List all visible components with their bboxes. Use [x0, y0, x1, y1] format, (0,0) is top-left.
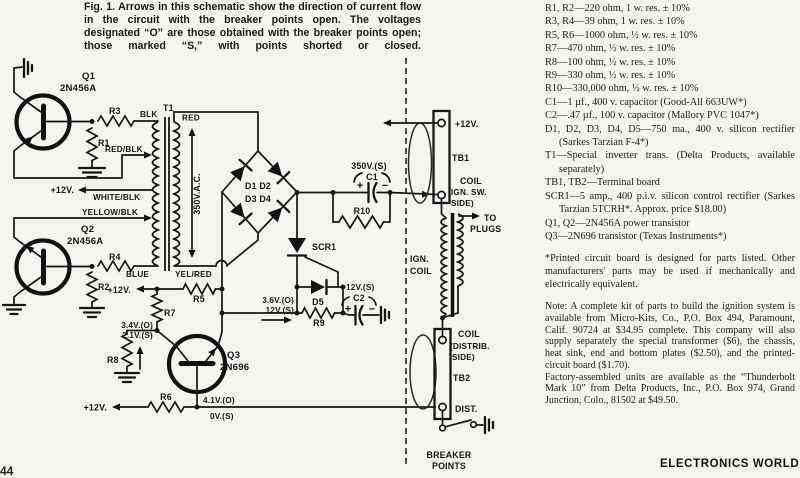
label-t1: T1: [163, 103, 174, 113]
label-distrib: (DISTRIB.: [450, 342, 490, 351]
label-plus12v-tb1: +12V.: [455, 119, 479, 129]
ground-c2: [381, 307, 389, 323]
label-c1: C1: [366, 172, 378, 182]
label-blk: BLK: [140, 110, 158, 119]
label-350vac: 350V.A.C.: [192, 173, 202, 215]
label-r10: R10: [353, 206, 371, 216]
wire-yel-red-lead: [174, 233, 258, 266]
label-red-blk: RED/BLK: [105, 145, 143, 154]
parts-list-item: R7—470 ohm, ½ w. res. ± 10%: [545, 43, 676, 55]
resistor-r6-symbol: [112, 402, 436, 412]
label-tb2: TB2: [453, 373, 471, 383]
page-number: 44: [0, 464, 14, 478]
label-r5: R5: [193, 294, 205, 304]
parts-list-item: R3, R4—39 ohm, 1 w. res. ± 10%: [545, 16, 685, 28]
label-12vs-left: 12V.(S): [265, 306, 294, 315]
label-plus12v-r5: +12V.: [107, 285, 131, 295]
transistor-q1-symbol: [14, 90, 92, 178]
label-yel-red: YEL/RED: [175, 270, 212, 279]
parts-list-item: T1—Special inverter trans. (Delta Products, available separately): [545, 150, 795, 175]
current-loop-top: [409, 123, 432, 203]
current-loop-bottom: [410, 335, 436, 409]
label-d3d4: D3 D4: [245, 194, 271, 204]
label-plugs: PLUGS: [470, 224, 502, 234]
parts-footnote: *Printed circuit board is designed for parts listed. Other manufacturers' parts may be used if mechanically and electrically equivalent.: [545, 253, 795, 291]
label-yellow-blk: YELLOW/BLK: [82, 208, 139, 217]
label-white-blk: WHITE/BLK: [93, 193, 141, 202]
label-350vs: 350V.(S): [351, 161, 387, 171]
parts-list-item: TB1, TB2—Terminal board: [545, 177, 660, 189]
parts-list-item: Q3—2N696 transistor (Texas Instruments*): [545, 230, 727, 242]
label-d1d2: D1 D2: [245, 181, 271, 191]
label-q3: Q3: [227, 350, 241, 361]
label-coil-tb1: COIL: [460, 176, 482, 186]
wire-red-blk-tap: [14, 152, 152, 179]
label-c1-plus: +: [356, 180, 364, 192]
parts-list-item: R9—330 ohm, ½ w. res. ± 10%: [545, 70, 676, 82]
resistor-r5-symbol: [136, 284, 225, 294]
parts-list-item: R10—330,000 ohm, ½ w. res. ± 10%: [545, 83, 699, 95]
parts-list-item: R8—100 ohm, ½ w. res. ± 10%: [545, 56, 676, 68]
label-blue: BLUE: [126, 270, 150, 279]
bridge-rectifier-symbol: [222, 151, 297, 233]
label-12vs-c2: 12V.(S): [346, 283, 375, 292]
label-ign-coil: COIL: [410, 266, 432, 276]
label-r2: R2: [98, 282, 110, 292]
label-q3-type: 2N696: [220, 362, 250, 373]
label-r7: R7: [164, 308, 176, 318]
label-0vs: 0V.(S): [210, 412, 234, 421]
parts-list-item: SCR1—5 amp., 400 p.i.v. silicon control rectifier (Sarkes Tarzian 5TCRH*. Approx. price $18.00): [545, 190, 795, 216]
parts-list-item: D1, D2, D3, D4, D5—750 ma., 400 v. silicon rectifier (Sarkes Tarzian F-4*): [545, 123, 795, 149]
label-c2: C2: [353, 293, 365, 303]
label-34vo: 3.4V.(O): [121, 321, 153, 330]
label-41vo: 4.1V.(O): [203, 396, 235, 405]
label-r8: R8: [107, 355, 119, 365]
label-coil-tb2: COIL: [458, 329, 480, 339]
label-ign: IGN.: [410, 254, 429, 264]
parts-list-item: C2—.47 µf., 100 v. capacitor (Mallory PVC 1047*): [545, 110, 759, 122]
label-scr1: SCR1: [312, 242, 337, 252]
label-tb1: TB1: [452, 153, 470, 163]
parts-list-item: R5, R6—1000 ohm, ½ w. res. ± 10%: [545, 29, 698, 41]
label-r1: R1: [98, 138, 110, 148]
label-plus12v-centertap: +12V.: [50, 185, 74, 195]
label-q1: Q1: [82, 71, 96, 82]
label-c2-minus: −: [368, 303, 376, 316]
ground-top-left: [14, 59, 32, 90]
label-r9: R9: [313, 318, 325, 328]
parts-list-column: [545, 2, 795, 407]
label-36vo: 3.6V.(O): [262, 296, 294, 305]
label-d5: D5: [312, 297, 324, 307]
terminal-board-tb2: [435, 329, 451, 419]
label-r3: R3: [109, 106, 121, 116]
label-ign-sw: (IGN. SW.: [448, 188, 487, 197]
resistor-r7-symbol: [152, 287, 162, 334]
label-red: RED: [182, 113, 200, 123]
parts-list-item: R1, R2—220 ohm, 1 w. res. ± 10%: [545, 3, 690, 14]
parts-list: [545, 2, 795, 243]
parts-list-item: Q1, Q2—2N456A power transistor: [545, 217, 690, 229]
ground-q2-emitter: [3, 305, 25, 314]
figure-caption: Fig. 1. Arrows in this schematic show the direction of current flow in the circuit with the breaker points open. The voltages designated “O” are those obtained with the breaker points open; those marked “S,” with points shorted or closed.: [84, 1, 421, 52]
label-c1-minus: −: [381, 180, 389, 192]
label-r6: R6: [160, 392, 172, 402]
label-dist: DIST.: [455, 404, 478, 414]
label-points: POINTS: [432, 461, 466, 471]
label-q2: Q2: [81, 224, 95, 235]
label-q1-type: 2N456A: [60, 83, 97, 94]
magazine-title: ELECTRONICS WORLD: [660, 458, 800, 470]
label-q2-type: 2N456A: [67, 236, 104, 247]
label-breaker: BREAKER: [426, 450, 472, 460]
label-21vs: 2.1V.(S): [122, 331, 153, 340]
label-c2-plus: +: [344, 303, 352, 316]
scr1-symbol: [288, 193, 338, 314]
label-side-tb1: SIDE): [451, 199, 474, 208]
parts-list-item: C1—1 µf., 400 v. capacitor (Good-All 663UW*): [545, 96, 747, 108]
label-r4: R4: [109, 252, 121, 262]
label-plus12v-bottom: +12V.: [83, 402, 107, 413]
resistor-r1-symbol: [79, 119, 105, 177]
factory-note: Factory-assembled units are available as the “Thunderbolt Mark 10” from Delta Products, Inc., P.O. Box 974, Grand Junction, Colo., 81502 at $49.50.: [545, 371, 795, 406]
transformer-t1-symbol: [153, 112, 259, 271]
kit-note: Note: A complete kit of parts to build the ignition system is available from Micro-Kits, Co., P.O. Box 494, Paramount, Calif. 90724 at $34.95 complete. This company will also supply separately the special transformer ($6), the chassis, heat sink, end and bottom plates ($2.50), and the printed-circuit board ($1.70).: [545, 301, 795, 371]
label-to: TO: [484, 213, 497, 223]
label-side-tb2: SIDE): [452, 353, 475, 362]
